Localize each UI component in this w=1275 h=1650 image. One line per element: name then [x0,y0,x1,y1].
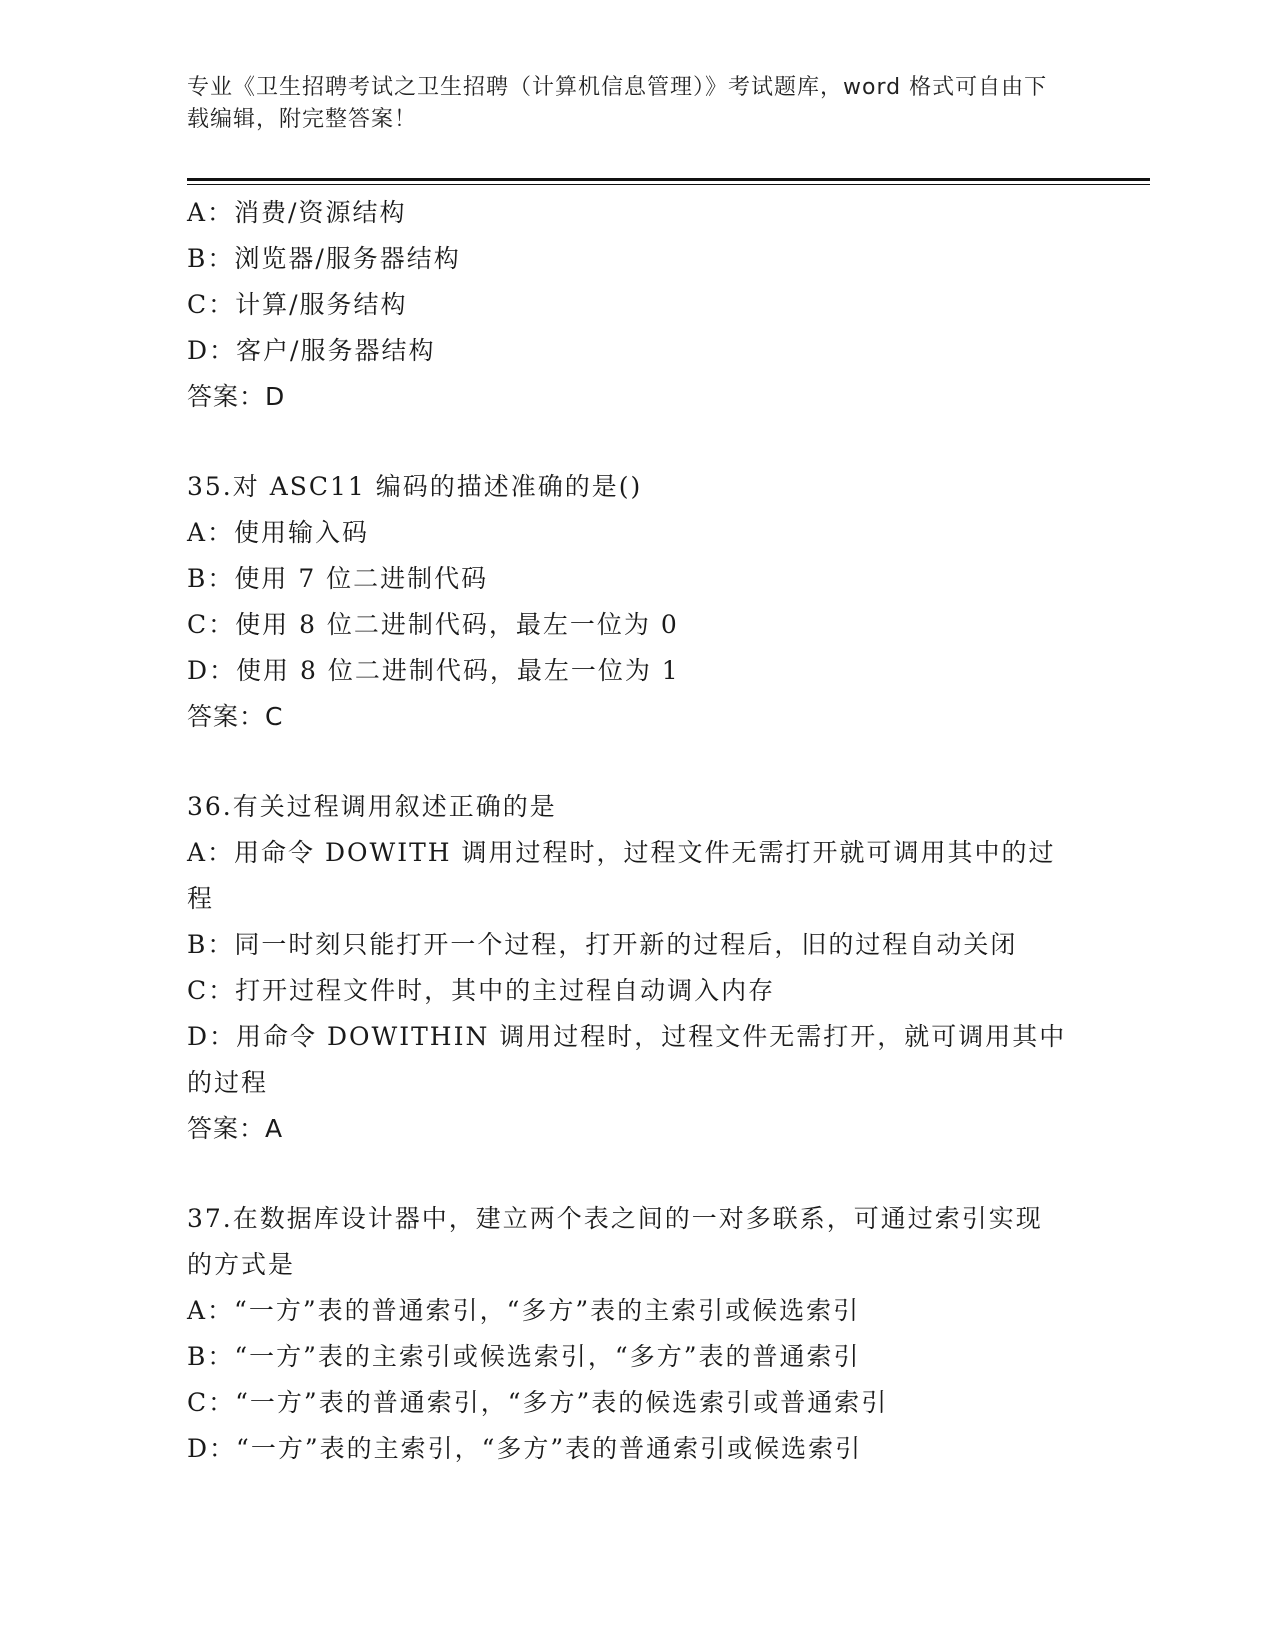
answer-line: 答案：A [187,1114,284,1143]
option-b: B：浏览器/服务器结构 [187,244,461,273]
option-c: C：“一方”表的普通索引，“多方”表的候选索引或普通索引 [187,1388,889,1417]
answer-line: 答案：D [187,382,286,411]
option-b: B：使用 7 位二进制代码 [187,564,489,593]
spacer [187,420,1067,464]
header-rule-thin [187,184,1150,185]
option-d: D：客户/服务器结构 [187,336,436,365]
option-b: B：“一方”表的主索引或候选索引，“多方”表的普通索引 [187,1342,861,1371]
question-34-block [187,190,1067,420]
option-c: C：使用 8 位二进制代码，最左一位为 0 [187,610,679,639]
document-header: 专业《卫生招聘考试之卫生招聘（计算机信息管理）》考试题库，word 格式可自由下载编辑，附完整答案！ [187,75,1048,132]
question-text: 36.有关过程调用叙述正确的是 [187,792,557,821]
question-text: 35.对 ASC11 编码的描述准确的是() [187,472,643,501]
question-content [187,190,1067,1472]
option-d: D：“一方”表的主索引，“多方”表的普通索引或候选索引 [187,1434,863,1463]
question-36-block [187,784,1067,1152]
spacer [187,1152,1067,1196]
option-d: D：使用 8 位二进制代码，最左一位为 1 [187,656,680,685]
option-a: A：消费/资源结构 [187,198,407,227]
option-c: C：打开过程文件时，其中的主过程自动调入内存 [187,976,776,1005]
question-37-block [187,1196,1067,1472]
question-35-block [187,464,1067,740]
option-d: D：用命令 DOWITHIN 调用过程时，过程文件无需打开，就可调用其中的过程 [187,1022,1067,1097]
option-a: A：使用输入码 [187,518,370,547]
option-a: A：“一方”表的普通索引，“多方”表的主索引或候选索引 [187,1296,861,1325]
answer-line: 答案：C [187,702,284,731]
header-rule-thick [187,178,1150,181]
option-c: C：计算/服务结构 [187,290,408,319]
option-b: B：同一时刻只能打开一个过程，打开新的过程后，旧的过程自动关闭 [187,930,1018,959]
spacer [187,740,1067,784]
question-text: 37.在数据库设计器中，建立两个表之间的一对多联系，可通过索引实现的方式是 [187,1204,1043,1279]
option-a: A：用命令 DOWITH 调用过程时，过程文件无需打开就可调用其中的过程 [187,838,1056,913]
